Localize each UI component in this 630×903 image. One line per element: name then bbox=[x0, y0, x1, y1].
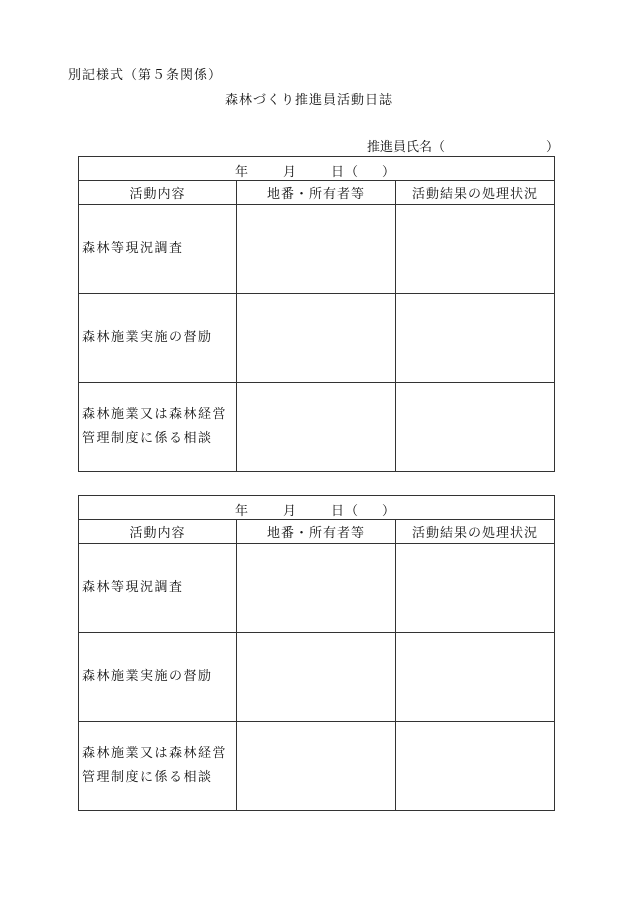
activity-label: 森林施業又は森林経営 管理制度に係る相談 bbox=[79, 383, 237, 472]
lot-owner-cell[interactable] bbox=[237, 294, 396, 383]
table-row bbox=[79, 544, 555, 633]
date-month: 月 bbox=[283, 165, 298, 180]
date-month: 月 bbox=[283, 504, 298, 519]
table-row bbox=[79, 294, 555, 383]
result-cell[interactable] bbox=[396, 633, 555, 722]
date-close: ） bbox=[382, 165, 397, 180]
table-row bbox=[79, 633, 555, 722]
promoter-name-field bbox=[367, 136, 560, 155]
activity-log-table bbox=[78, 156, 555, 472]
lot-owner-cell[interactable] bbox=[237, 544, 396, 633]
date-cell[interactable] bbox=[79, 157, 555, 181]
table-row bbox=[79, 205, 555, 294]
header-activity: 活動内容 bbox=[79, 181, 237, 205]
promoter-name-close: ） bbox=[546, 140, 560, 155]
document-title: 森林づくり推進員活動日誌 bbox=[225, 93, 394, 108]
header-lot-owner: 地番・所有者等 bbox=[237, 520, 396, 544]
form-reference: 別記様式（第５条関係） bbox=[68, 68, 223, 83]
promoter-name-label: 推進員氏名（ bbox=[367, 140, 446, 155]
date-cell[interactable] bbox=[79, 496, 555, 520]
date-year: 年 bbox=[235, 165, 250, 180]
lot-owner-cell[interactable] bbox=[237, 205, 396, 294]
header-activity: 活動内容 bbox=[79, 520, 237, 544]
date-day: 日（ bbox=[331, 504, 360, 519]
date-close: ） bbox=[382, 504, 397, 519]
lot-owner-cell[interactable] bbox=[237, 633, 396, 722]
result-cell[interactable] bbox=[396, 544, 555, 633]
result-cell[interactable] bbox=[396, 722, 555, 811]
date-year: 年 bbox=[235, 504, 250, 519]
date-day: 日（ bbox=[331, 165, 360, 180]
result-cell[interactable] bbox=[396, 383, 555, 472]
lot-owner-cell[interactable] bbox=[237, 383, 396, 472]
header-result: 活動結果の処理状況 bbox=[396, 520, 555, 544]
activity-label: 森林等現況調査 bbox=[79, 205, 237, 294]
activity-label: 森林等現況調査 bbox=[79, 544, 237, 633]
activity-label: 森林施業又は森林経営 管理制度に係る相談 bbox=[79, 722, 237, 811]
activity-log-table bbox=[78, 495, 555, 811]
header-lot-owner: 地番・所有者等 bbox=[237, 181, 396, 205]
table-row bbox=[79, 722, 555, 811]
activity-label: 森林施業実施の督励 bbox=[79, 633, 237, 722]
header-result: 活動結果の処理状況 bbox=[396, 181, 555, 205]
table-row bbox=[79, 383, 555, 472]
result-cell[interactable] bbox=[396, 205, 555, 294]
activity-label: 森林施業実施の督励 bbox=[79, 294, 237, 383]
result-cell[interactable] bbox=[396, 294, 555, 383]
lot-owner-cell[interactable] bbox=[237, 722, 396, 811]
